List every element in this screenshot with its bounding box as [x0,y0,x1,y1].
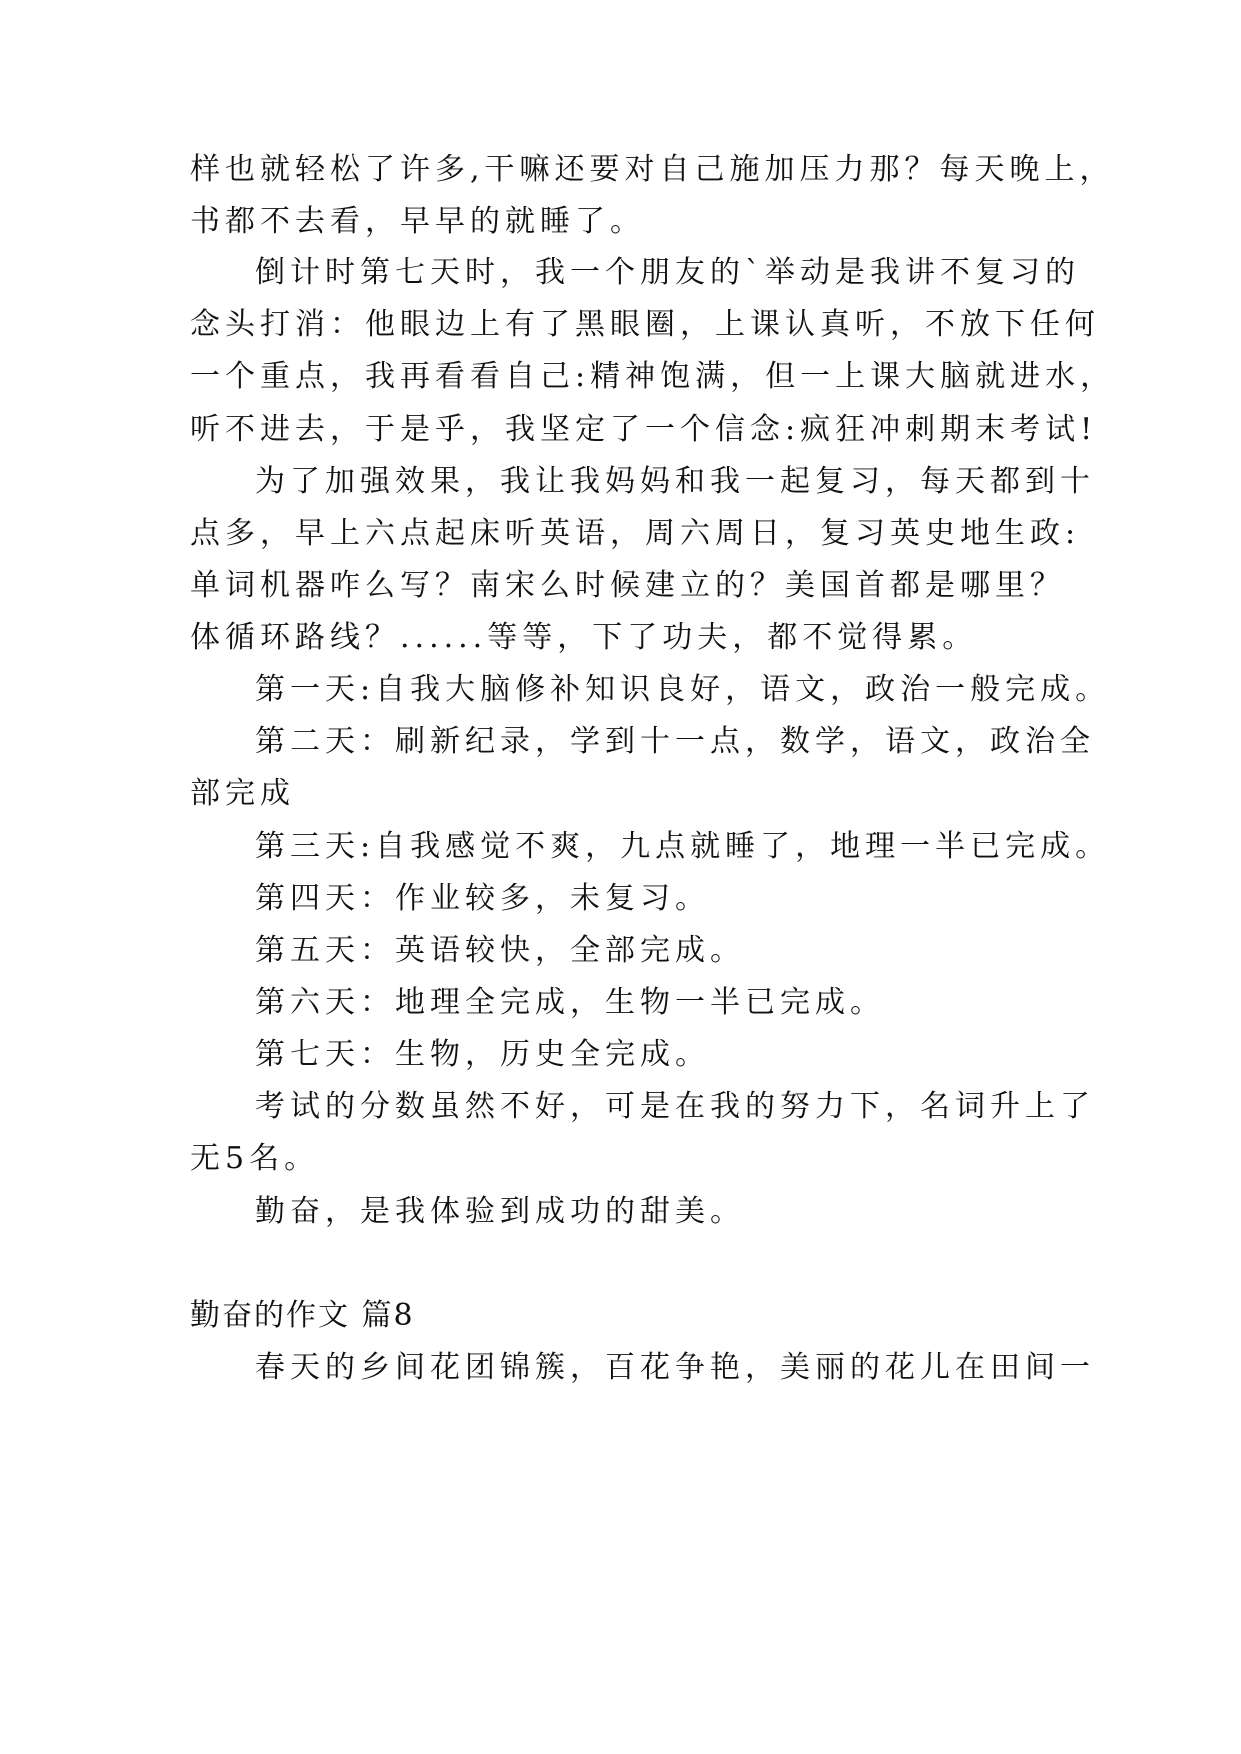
text-line: 单词机器咋么写？南宋么时候建立的？美国首都是哪里？ [190,568,1065,603]
text-line: 一个重点，我再看看自己:精神饱满，但一上课大脑就进水， [190,359,1116,394]
paragraph-start: 春天的乡间花团锦簇，百花争艳，美丽的花儿在田间一 [255,1350,1095,1385]
paragraph-start: 考试的分数虽然不好，可是在我的努力下，名词升上了 [255,1089,1095,1124]
text-line: 念头打消：他眼边上有了黑眼圈，上课认真听，不放下任何 [190,307,1100,342]
day-entry: 第七天：生物，历史全完成。 [255,1037,710,1072]
day-entry: 第六天：地理全完成，生物一半已完成。 [255,985,885,1020]
paragraph-start: 倒计时第七天时，我一个朋友的`举动是我讲不复习的 [255,255,1080,290]
day-entry: 第一天:自我大脑修补知识良好，语文，政治一般完成。 [255,672,1111,707]
text-line: 部完成 [190,776,295,811]
text-line: 无5名。 [190,1141,320,1176]
text-line: 体循环路线？......等等，下了功夫，都不觉得累。 [190,620,978,655]
day-entry: 第三天:自我感觉不爽，九点就睡了，地理一半已完成。 [255,829,1111,864]
text-line: 点多，早上六点起床听英语，周六周日，复习英史地生政: [190,516,1081,551]
section-heading: 勤奋的作文 篇8 [190,1298,415,1333]
day-entry: 第四天：作业较多，未复习。 [255,881,710,916]
text-line: 听不进去，于是乎，我坚定了一个信念:疯狂冲刺期末考试! [190,412,1098,447]
paragraph-start: 勤奋，是我体验到成功的甜美。 [255,1194,745,1229]
text-line: 样也就轻松了许多,干嘛还要对自己施加压力那？每天晚上， [190,152,1115,187]
text-line: 书都不去看，早早的就睡了。 [190,204,645,239]
paragraph-start: 为了加强效果，我让我妈妈和我一起复习，每天都到十 [255,464,1095,499]
day-entry: 第五天：英语较快，全部完成。 [255,933,745,968]
day-entry: 第二天：刷新纪录，学到十一点，数学，语文，政治全 [255,724,1095,759]
